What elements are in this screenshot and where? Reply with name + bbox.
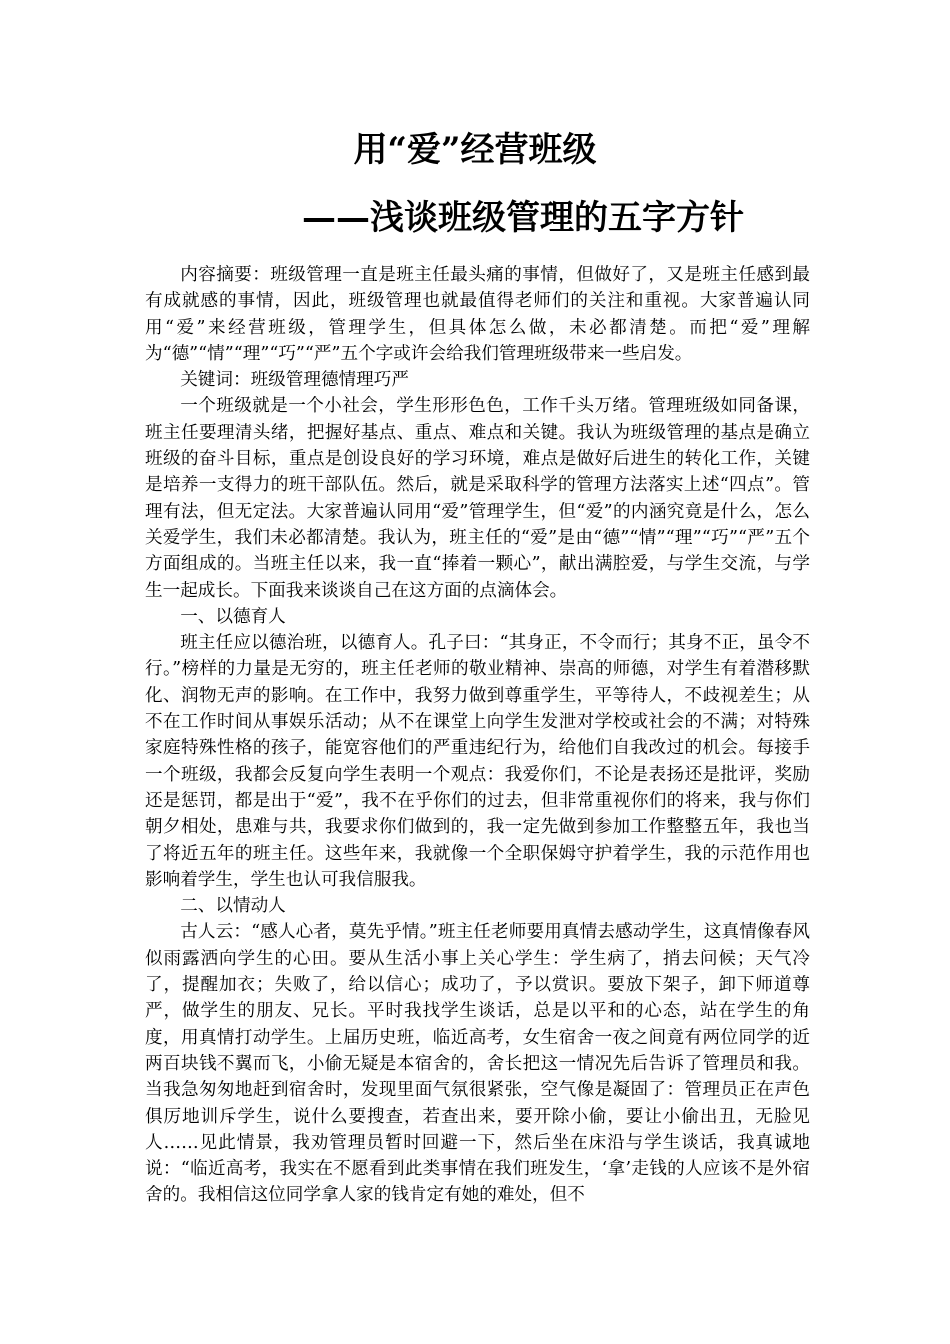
keywords-line: 关键词：班级管理德情理巧严: [180, 370, 409, 391]
section-heading-1: 一、以德育人: [180, 606, 286, 627]
document-title: 用“爱”经营班级: [353, 130, 597, 170]
intro-paragraph: 一个班级就是一个小社会，学生形形色色，工作千头万绪。管理班级如同备课，班主任要理清头绪，把握好基点、重点、难点和关键。我认为班级管理的基点是确立班级的奋斗目标，重点是创设良好的学习环境，难点是做好后进生的转化工作，关键是培养一支得力的班干部队伍。然后，就是采取科学的管理方法落实上述“四点”。管理有法，但无定法。大家普遍认同用“爱”管理学生，但“爱”的内涵究竟是什么，怎么关爱学生，我们未必都清楚。我认为，班主任的“爱”是由“德”“情”“理”“巧”“严”五个方面组成的。当班主任以来，我一直“捧着一颗心”，献出满腔爱，与学生交流，与学生一起成长。下面我来谈谈自己在这方面的点滴体会。: [145, 396, 810, 601]
section-heading-2: 二、以情动人: [180, 896, 286, 917]
document-body: [145, 262, 810, 1209]
section-1-paragraph: 班主任应以德治班，以德育人。孔子曰：“其身正，不令而行；其身不正，虽令不行。”榜样的力量是无穷的，班主任老师的敬业精神、崇高的师德，对学生有着潜移默化、润物无声的影响。在工作中，我努力做到尊重学生，平等待人，不歧视差生；从不在工作时间从事娱乐活动；从不在课堂上向学生发泄对学校或社会的不满；对特殊家庭特殊性格的孩子，能宽容他们的严重违纪行为，给他们自我改过的机会。每接手一个班级，我都会反复向学生表明一个观点：我爱你们，不论是表扬还是批评，奖励还是惩罚，都是出于“爱”，我不在乎你们的过去，但非常重视你们的将来，我与你们朝夕相处，患难与共，我要求你们做到的，我一定先做到参加工作整整五年，我也当了将近五年的班主任。这些年来，我就像一个全职保姆守护着学生，我的示范作用也影响着学生，学生也认可我信服我。: [145, 633, 810, 890]
document-subtitle: ——浅谈班级管理的五字方针: [302, 198, 744, 238]
abstract-paragraph: 内容摘要：班级管理一直是班主任最头痛的事情，但做好了，又是班主任感到最有成就感的事情，因此，班级管理也就最值得老师们的关注和重视。大家普遍认同用“爱”来经营班级，管理学生，但具体怎么做，未必都清楚。而把“爱”理解为“德”“情”“理”“巧”“严”五个字或许会给我们管理班级带来一些启发。: [145, 265, 810, 364]
section-2-paragraph: 古人云：“感人心者，莫先乎情。”班主任老师要用真情去感动学生，这真情像春风似雨露洒向学生的心田。要从生活小事上关心学生：学生病了，捎去问候；天气冷了，提醒加衣；失败了，给以信心；成功了，予以赏识。要放下架子，卸下师道尊严，做学生的朋友、兄长。平时我找学生谈话，总是以平和的心态，站在学生的角度，用真情打动学生。上届历史班，临近高考，女生宿舍一夜之间竟有两位同学的近两百块钱不翼而飞，小偷无疑是本宿舍的，舍长把这一情况先后告诉了管理员和我。当我急匆匆地赶到宿舍时，发现里面气氛很紧张，空气像是凝固了：管理员正在声色俱厉地训斥学生，说什么要搜查，若查出来，要开除小偷，要让小偷出丑，无脸见人……见此情景，我劝管理员暂时回避一下，然后坐在床沿与学生谈话，我真诚地说：“临近高考，我实在不愿看到此类事情在我们班发生，‘拿’走钱的人应该不是外宿舍的。我相信这位同学拿人家的钱肯定有她的难处，但不: [145, 922, 810, 1206]
